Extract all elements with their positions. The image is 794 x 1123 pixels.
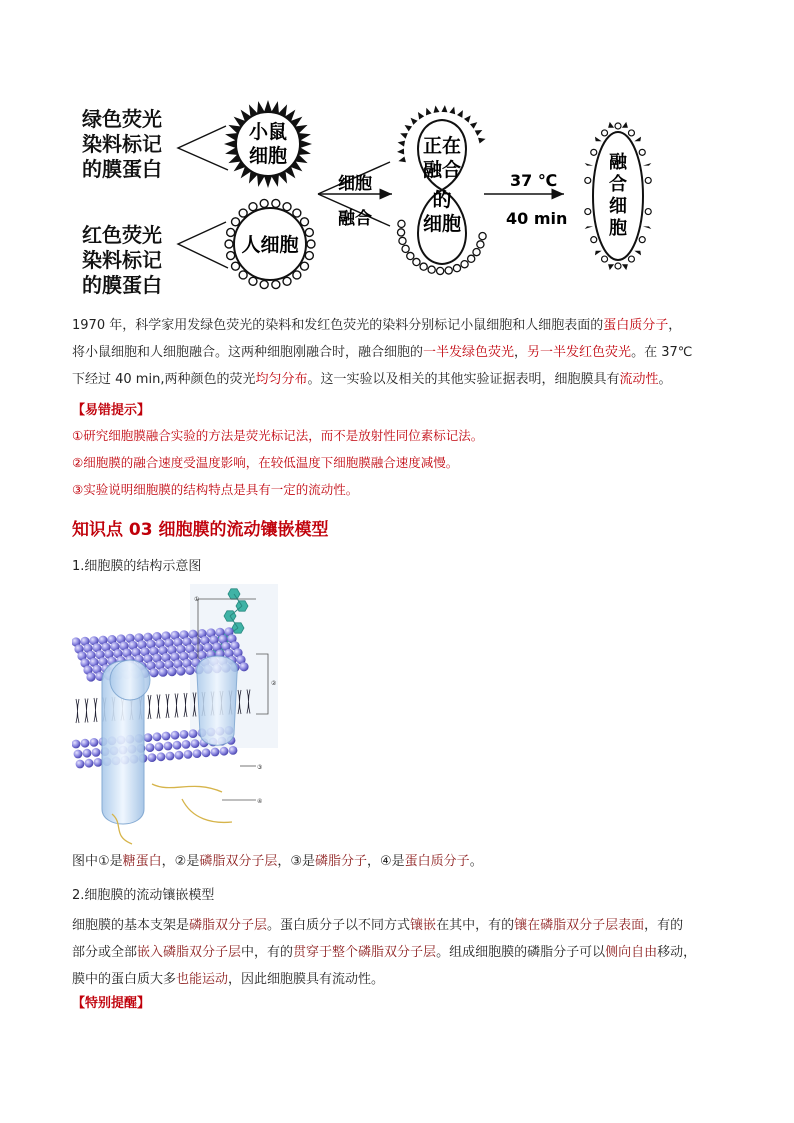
- phospholipid-head: [220, 747, 229, 756]
- surface-marker: [595, 137, 602, 142]
- surface-marker: [585, 209, 591, 215]
- tips-title: 【易错提示】: [72, 403, 151, 418]
- red-pointer: [178, 222, 228, 268]
- phospholipid-head: [92, 748, 101, 757]
- surface-marker: [643, 226, 651, 229]
- green-label-line3: 的膜蛋白: [82, 157, 162, 181]
- surface-marker: [453, 265, 460, 272]
- marker-2: ②: [271, 680, 277, 687]
- m3-h1: 也能运动: [176, 972, 229, 987]
- surface-marker: [283, 203, 291, 211]
- m3b: ，因此细胞膜具有流动性。: [228, 972, 385, 987]
- phospholipid-head: [81, 739, 90, 748]
- surface-marker: [305, 252, 313, 260]
- phospholipid-head: [90, 738, 99, 747]
- surface-marker: [399, 237, 406, 244]
- lipid-tail: [148, 695, 151, 719]
- surface-marker: [398, 220, 405, 227]
- surface-protein: [110, 660, 150, 700]
- intro-paragraph: [72, 312, 732, 393]
- embedded-protein: [197, 656, 238, 745]
- caption-d: ，④是: [367, 854, 405, 869]
- intro-p3-hl2: 流动性: [619, 372, 659, 387]
- intro-p2b: ，: [514, 345, 528, 360]
- caption-h1: 糖蛋白: [122, 854, 162, 869]
- surface-marker: [457, 110, 463, 118]
- fused-text4: 胞: [609, 218, 627, 239]
- phospholipid-head: [148, 753, 157, 762]
- figure-caption: [72, 850, 483, 869]
- surface-marker: [260, 281, 268, 289]
- surface-marker: [441, 105, 447, 112]
- green-pointer: [178, 126, 228, 170]
- m2-h3: 侧向自由: [605, 945, 658, 960]
- surface-marker: [478, 138, 486, 144]
- surface-marker: [645, 209, 651, 215]
- fusing-text4: 细胞: [422, 213, 462, 235]
- tip-2: ②细胞膜的融合速度受温度影响，在较低温度下细胞膜融合速度减慢。: [72, 455, 459, 470]
- membrane-illustration: [72, 584, 282, 846]
- time-text: 40 min: [506, 209, 568, 228]
- surface-marker: [249, 203, 257, 211]
- caption-h2: 磷脂双分子层: [199, 854, 278, 869]
- surface-marker: [239, 271, 247, 279]
- fuse-text1: 细胞: [338, 174, 372, 194]
- phospholipid-head: [86, 672, 95, 681]
- surface-marker: [608, 122, 614, 128]
- model-line2: [72, 939, 732, 966]
- surface-marker: [305, 228, 313, 236]
- fusing-text1: 正在: [422, 135, 462, 157]
- phospholipid-head: [175, 751, 184, 760]
- phospholipid-head: [153, 732, 162, 741]
- phospholipid-head: [74, 750, 83, 759]
- intro-p3c: 。: [658, 372, 672, 387]
- phospholipid-head: [164, 742, 173, 751]
- fused-text3: 细: [609, 196, 627, 217]
- caption-e: 。: [469, 854, 483, 869]
- phospholipid-head: [157, 752, 166, 761]
- fused-text2: 合: [609, 174, 627, 195]
- surface-marker: [413, 258, 420, 265]
- temp-text: 37 ℃: [510, 171, 558, 190]
- surface-marker: [420, 263, 427, 270]
- m1a: 细胞膜的基本支架是: [72, 918, 190, 933]
- mouse-cell-text2: 细胞: [248, 145, 288, 167]
- tip-1: ①研究细胞膜融合实验的方法是荧光标记法，而不是放射性同位素标记法。: [72, 428, 484, 443]
- surface-marker: [585, 226, 593, 229]
- caption-h4: 蛋白质分子: [404, 854, 470, 869]
- intro-line3: [72, 366, 732, 393]
- lipid-tail: [85, 699, 88, 723]
- phospholipid-head: [83, 749, 92, 758]
- phospholipid-head: [173, 741, 182, 750]
- marker-4: ④: [257, 798, 263, 805]
- intro-line2: [72, 339, 732, 366]
- mouse-cell: [224, 100, 312, 188]
- surface-marker: [411, 118, 418, 125]
- surface-marker: [434, 105, 440, 112]
- surface-marker: [628, 256, 634, 262]
- surface-marker: [615, 123, 621, 129]
- surface-marker: [227, 228, 235, 236]
- lipid-tail: [166, 694, 169, 718]
- surface-marker: [437, 267, 444, 274]
- surface-marker: [470, 122, 477, 129]
- model-paragraph: [72, 912, 732, 993]
- intro-p2c: 。在 37℃: [631, 345, 693, 360]
- phospholipid-head: [184, 750, 193, 759]
- human-cell-text: 人细胞: [241, 234, 299, 256]
- surface-marker: [602, 256, 608, 262]
- surface-marker: [260, 199, 268, 207]
- green-label: [82, 107, 162, 181]
- surface-marker: [464, 115, 471, 122]
- intro-p1-end: ，: [668, 318, 682, 333]
- surface-marker: [602, 130, 608, 136]
- m1d: ，有的: [644, 918, 684, 933]
- surface-marker: [634, 251, 641, 256]
- surface-marker: [397, 229, 404, 236]
- phospholipid-head: [166, 752, 175, 761]
- green-label-line2: 染料标记: [82, 132, 162, 156]
- m1b: 。蛋白质分子以不同方式: [267, 918, 411, 933]
- phospholipid-head: [185, 666, 194, 675]
- surface-marker: [645, 177, 651, 183]
- surface-marker: [449, 107, 455, 115]
- surface-marker: [398, 156, 406, 162]
- phospholipid-head: [167, 667, 176, 676]
- m2c: 。组成细胞膜的磷脂分子可以: [436, 945, 606, 960]
- lipid-tail: [94, 698, 97, 722]
- surface-marker: [608, 264, 614, 270]
- subheading-2: 2.细胞膜的流动镶嵌模型: [72, 888, 215, 903]
- surface-marker: [405, 125, 412, 131]
- surface-marker: [402, 245, 409, 252]
- surface-marker: [293, 271, 301, 279]
- phospholipid-head: [72, 740, 80, 749]
- m1c: 在其中，有的: [436, 918, 515, 933]
- tip-3: ③实验说明细胞膜的结构特点是具有一定的流动性。: [72, 482, 359, 497]
- phospholipid-head: [149, 668, 158, 677]
- surface-marker: [300, 262, 308, 270]
- intro-p1-hl: 蛋白质分子: [603, 318, 669, 333]
- surface-marker: [468, 255, 475, 262]
- lipid-tail: [157, 695, 160, 719]
- marker-1: ①: [194, 596, 200, 603]
- surface-marker: [239, 209, 247, 217]
- surface-marker: [473, 248, 480, 255]
- m3a: 膜中的蛋白质大多: [72, 972, 177, 987]
- surface-marker: [622, 122, 628, 128]
- m2-h1: 嵌入磷脂双分子层: [137, 945, 242, 960]
- surface-marker: [400, 133, 408, 139]
- caption-b: ，②是: [161, 854, 200, 869]
- surface-marker: [585, 163, 593, 166]
- surface-marker: [591, 237, 597, 243]
- phospholipid-head: [85, 759, 94, 768]
- subheading-1: 1.细胞膜的结构示意图: [72, 559, 202, 574]
- mouse-cell-text1: 小鼠: [248, 121, 288, 143]
- fusing-text2: 融合: [422, 159, 462, 181]
- caption-h3: 磷脂分子: [315, 854, 368, 869]
- model-line3: [72, 966, 732, 993]
- phospholipid-head: [191, 739, 200, 748]
- fusing-text3: 的: [432, 189, 452, 211]
- fusing-cell: [397, 105, 486, 274]
- surface-marker: [639, 237, 645, 243]
- surface-marker: [639, 149, 645, 155]
- surface-marker: [634, 137, 641, 142]
- m2d: 移动，: [657, 945, 697, 960]
- intro-p3a: 下经过 40 min,两种颜色的荧光: [72, 372, 256, 387]
- m2a: 部分或全部: [72, 945, 138, 960]
- surface-marker: [591, 149, 597, 155]
- phospholipid-head: [144, 733, 153, 742]
- surface-marker: [426, 108, 432, 116]
- surface-marker: [397, 149, 404, 155]
- surface-marker: [407, 252, 414, 259]
- surface-marker: [307, 240, 315, 248]
- surface-marker: [398, 141, 405, 147]
- surface-marker: [477, 241, 484, 248]
- fused-text1: 融: [609, 152, 627, 173]
- phospholipid-head: [158, 668, 167, 677]
- surface-marker: [643, 163, 651, 166]
- surface-marker: [272, 281, 280, 289]
- phospholipid-head: [162, 732, 171, 741]
- phospholipid-head: [155, 742, 164, 751]
- surface-marker: [622, 264, 628, 270]
- red-label-line2: 染料标记: [82, 248, 162, 272]
- phospholipid-head: [180, 730, 189, 739]
- special-title: 【特别提醒】: [72, 996, 151, 1011]
- m2b: 中，有的: [241, 945, 294, 960]
- surface-marker: [585, 177, 591, 183]
- intro-p2-hl1: 一半发绿色荧光: [423, 345, 515, 360]
- lipid-tail: [184, 693, 187, 717]
- intro-p1: 1970 年，科学家用发绿色荧光的染料和发红色荧光的染料分别标记小鼠细胞和人细胞表面的: [72, 318, 604, 333]
- intro-p3-hl1: 均匀分布: [255, 372, 308, 387]
- surface-marker: [300, 218, 308, 226]
- surface-marker: [272, 199, 280, 207]
- phospholipid-head: [182, 740, 191, 749]
- surface-marker: [428, 266, 435, 273]
- fused-cell: [581, 122, 655, 270]
- surface-marker: [445, 267, 452, 274]
- surface-marker: [232, 218, 240, 226]
- phospholipid-head: [193, 749, 202, 758]
- surface-marker: [418, 112, 424, 120]
- surface-marker: [479, 233, 486, 240]
- intro-p2-hl2: 另一半发红色荧光: [527, 345, 632, 360]
- surface-marker: [628, 130, 634, 136]
- phospholipid-head: [76, 760, 85, 769]
- green-label-line1: 绿色荧光: [82, 107, 162, 131]
- m1-h1: 磷脂双分子层: [189, 918, 268, 933]
- phospholipid-head: [202, 748, 211, 757]
- model-line1: [72, 912, 732, 939]
- marker-3: ③: [257, 764, 263, 771]
- surface-marker: [249, 277, 257, 285]
- surface-marker: [293, 209, 301, 217]
- phospholipid-head: [171, 731, 180, 740]
- phospholipid-head: [189, 729, 198, 738]
- surface-marker: [283, 277, 291, 285]
- phospholipid-head: [239, 662, 248, 671]
- m1-h3: 镶在磷脂双分子层表面: [514, 918, 645, 933]
- surface-marker: [461, 261, 468, 268]
- phospholipid-head: [176, 666, 185, 675]
- human-cell: [225, 199, 315, 288]
- surface-marker: [615, 263, 621, 269]
- fuse-text2: 融合: [338, 209, 372, 229]
- surface-marker: [227, 252, 235, 260]
- phospholipid-head: [146, 743, 155, 752]
- m2-h2: 贯穿于整个磷脂双分子层: [293, 945, 437, 960]
- caption-a: 图中①是: [72, 854, 123, 869]
- phospholipid-head: [211, 748, 220, 757]
- cell-fusion-figure: [70, 92, 670, 302]
- surface-marker: [475, 130, 483, 136]
- m1-h2: 镶嵌: [410, 918, 437, 933]
- red-label: [82, 223, 162, 297]
- phospholipid-head: [229, 746, 238, 755]
- phospholipid-head: [94, 758, 103, 767]
- lipid-tail: [76, 699, 79, 723]
- lipid-tail: [175, 694, 178, 718]
- red-label-line1: 红色荧光: [82, 223, 162, 247]
- section-heading: 知识点 03 细胞膜的流动镶嵌模型: [72, 520, 329, 540]
- caption-c: ，③是: [277, 854, 315, 869]
- intro-line1: [72, 312, 732, 339]
- red-label-line3: 的膜蛋白: [82, 273, 162, 297]
- surface-marker: [225, 240, 233, 248]
- surface-marker: [232, 262, 240, 270]
- intro-p3b: 。这一实验以及相关的其他实验证据表明，细胞膜具有: [307, 372, 620, 387]
- intro-p2a: 将小鼠细胞和人细胞融合。这两种细胞刚融合时，融合细胞的: [72, 345, 424, 360]
- surface-marker: [595, 251, 602, 256]
